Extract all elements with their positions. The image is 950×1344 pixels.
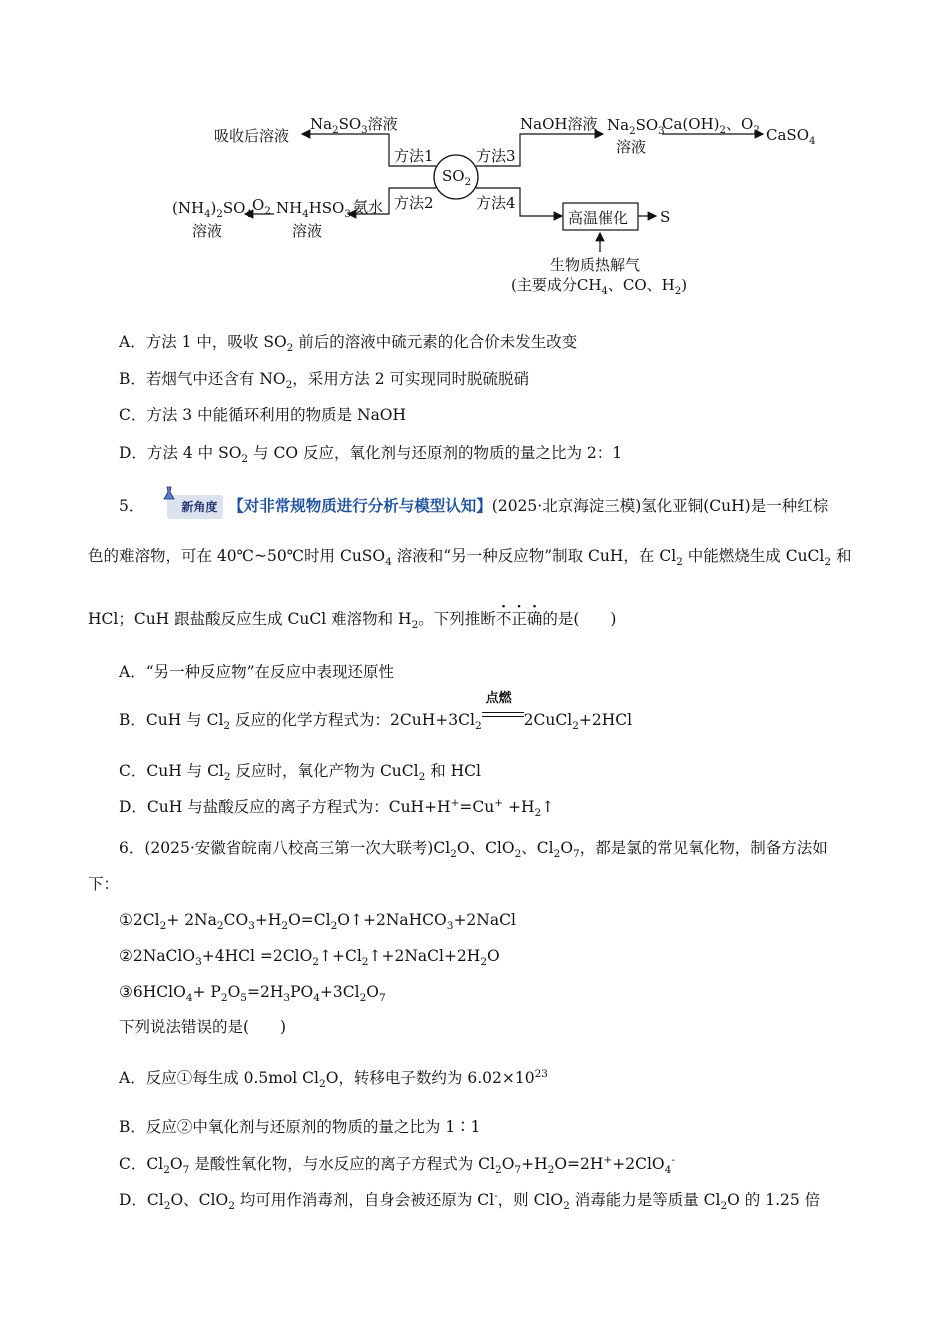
q4-option-b: B．若烟气中还含有 $NO_2$，采用方法 2 可实现同时脱硫脱硝 — [119, 370, 530, 392]
q4-option-a: A．方法 1 中，吸收 $SO_2$ 前后的溶液中硫元素的化合价未发生改变 — [119, 333, 578, 355]
q5-option-c: C．CuH 与 $Cl_2$ 反应时，氧化产物为 CuCl$_2$ 和 HCl — [119, 762, 482, 784]
q6-equation-1: $①2Cl_2+$ $2Na_2CO_3+H_2O=Cl_2O↑+2NaHCO_3+2NaCl$ — [119, 911, 516, 933]
equals-line-top — [482, 712, 524, 713]
q6-equation-2: ②2NaClO$_3$+4HCl $=2ClO_2↑+Cl_2↑+2NaCl+2H_2O$ — [119, 947, 500, 969]
q4-option-c: C．方法 3 中能循环利用的物质是 NaOH — [119, 406, 407, 424]
caso4-label: CaSO$_4$ — [766, 126, 816, 147]
q5-option-d: D．CuH 与盐酸反应的离子方程式为：$CuH+H^+=Cu^+ +H_2↑$ — [119, 796, 555, 820]
ammonia-label: 氨水 — [353, 198, 384, 216]
emph-char-1: 不 — [495, 610, 512, 628]
q6-option-c: C．$Cl_2O_7$ 是酸性氧化物，与水反应的离子方程式为 $Cl_2O_7+H_2O=2H^++2ClO_4^-$ — [119, 1153, 675, 1177]
q5-line3-post: 的是( ) — [542, 610, 617, 628]
emph-char-2: 正 — [511, 610, 527, 628]
q6-option-a: A．反应①每生成 0.5mol $Cl_2O$，转移电子数约为 $6.02\times 10^{23}$ — [119, 1067, 548, 1091]
q5-option-b-pre: B．CuH 与 $Cl_2$ 反应的化学方程式为：$2CuH+3Cl_2$ — [119, 711, 482, 733]
na2so3-solution-word: 溶液 — [616, 138, 647, 156]
sulfur-product-label: S — [660, 208, 671, 226]
flask-icon — [161, 486, 177, 502]
nh42so4-label: $(NH_4)_2SO_4$ — [172, 199, 252, 220]
q5-option-b — [119, 691, 633, 733]
caoh2-o2-label: $Ca(OH)_2$、$O_2$ — [662, 115, 760, 136]
bio-gas-label: 生物质热解气 — [550, 256, 641, 274]
q5-title: 【对非常规物质进行分析与模型认知】 — [228, 496, 492, 515]
catalysis-box-label: 高温催化 — [568, 209, 629, 227]
q5-line3-pre: HCl；CuH 跟盐酸反应生成 CuCl 难溶物和 $H_2$。下列推断 — [88, 610, 496, 632]
naoh-solution-label: NaOH溶液 — [520, 115, 598, 133]
method3-label: 方法3 — [476, 147, 516, 165]
q5-option-b-post: 2CuCl$_2$+2HCl — [523, 711, 633, 733]
nh4hso3-label: $NH_4HSO_3$ — [276, 199, 351, 220]
q5-line1 — [119, 495, 828, 519]
q6-equation-3: ③6HClO$_4$+ $P_2O_5=2H_3PO_4+3Cl_2O_7$ — [119, 983, 386, 1005]
ignite-condition-label: 点燃 — [485, 691, 512, 706]
q5-number: 5． — [119, 497, 145, 515]
q5-option-a: A．“另一种反应物”在反应中表现还原性 — [119, 663, 395, 681]
diagram-lines — [0, 0, 950, 300]
q5-line1-tail: (2025·北京海淀三模)氢化亚铜(CuH)是一种红棕 — [491, 497, 829, 515]
emph-char-3: 确 — [526, 610, 543, 628]
q5-line3 — [88, 609, 617, 632]
method2-label: 方法2 — [394, 194, 434, 212]
q6-line2: 下： — [88, 875, 120, 893]
na2so3-solution-label: $Na_2SO_3$溶液 — [310, 115, 398, 136]
nh42so4-solution-word: 溶液 — [192, 222, 223, 240]
nh4hso3-solution-word: 溶液 — [292, 222, 323, 240]
q6-line1: 6．(2025·安徽省皖南八校高三第一次大联考)$Cl_2O$、ClO$_2$、$Cl_2O_7$，都是氯的常见氧化物，制备方法如 — [119, 839, 828, 861]
absorbed-solution-label: 吸收后溶液 — [214, 127, 290, 145]
q6-option-b: B．反应②中氧化剂与还原剂的物质的量之比为 1∶1 — [119, 1118, 481, 1136]
q5-line2: 色的难溶物，可在 40℃~50℃时用 CuSO$_4$ 溶液和“另一种反应物”制取 CuH，在 $Cl_2$ 中能燃烧生成 CuCl$_2$ 和 — [88, 547, 852, 569]
q6-prompt: 下列说法错误的是( ) — [119, 1018, 287, 1036]
badge-text: 新角度 — [181, 500, 218, 514]
new-angle-badge — [167, 495, 223, 519]
o2-label: $O_2$ — [252, 196, 271, 217]
q6-option-d: D．$Cl_2O$、ClO$_2$ 均可用作消毒剂，自身会被还原为 Cl-，则 ClO$_2$ 消毒能力是等质量 $Cl_2O$ 的 1.25 倍 — [119, 1189, 821, 1213]
bio-gas-components-label: (主要成分$CH_4$、CO、$H_2$) — [511, 276, 688, 297]
method4-label: 方法4 — [476, 194, 516, 212]
equals-line-bottom — [482, 716, 524, 717]
method1-label: 方法1 — [394, 147, 434, 165]
na2so3-product-label: $Na_2SO_3$ — [607, 116, 665, 137]
so2-center-label: $SO_2$ — [442, 167, 472, 188]
reaction-condition — [482, 691, 524, 730]
q4-option-d: D．方法 4 中 $SO_2$ 与 CO 反应，氧化剂与还原剂的物质的量之比为 2：1 — [119, 444, 623, 466]
